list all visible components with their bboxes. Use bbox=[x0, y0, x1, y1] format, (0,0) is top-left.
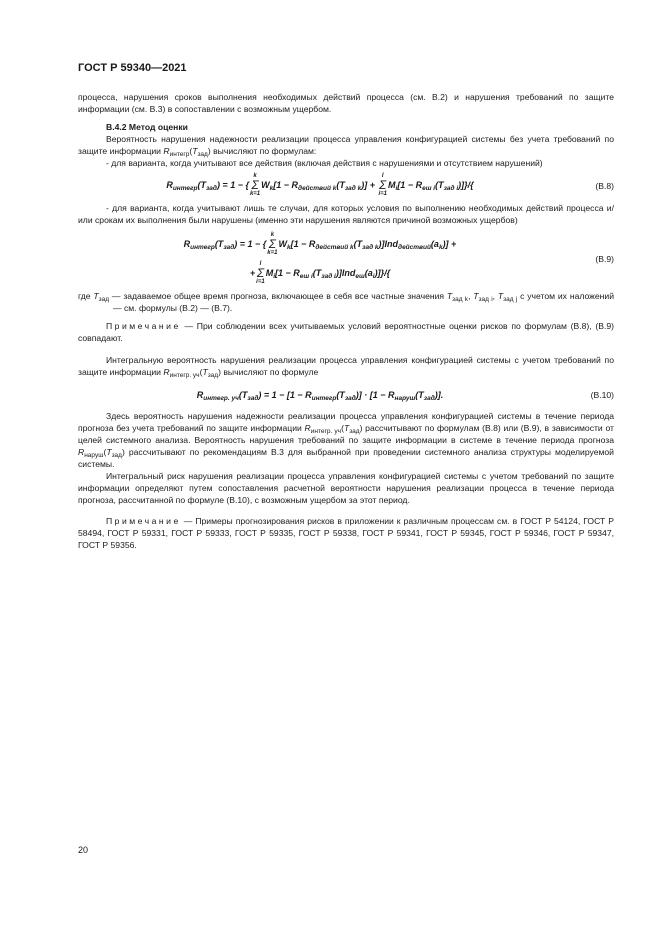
paragraph: Вероятность нарушения надежности реализации процесса управления конфигурацией системы без учета требований по защите информации $R_{интегр}(T_{зад})$ вычисляют по формулам: bbox=[78, 134, 614, 158]
formula-number: (В.9) bbox=[595, 254, 614, 264]
formula-body: $R_{интегр. уч}(T_{зад}) = 1 - [1 - R_{интегр}(T_{зад})] \cdot [1 - R_{наруш}(T_{зад})]$. bbox=[196, 390, 444, 402]
paragraph: Интегральную вероятность нарушения реализации процесса управления конфигурацией системы с учетом требований по защите информации $R_{интегр. уч}(T_{зад})$ вычисляют по формуле bbox=[78, 355, 614, 379]
formula-body: $R_{интегр}(T_{зад}) = 1 - \{k$ Σ $k=1W_k[1 - R_{действий k}(T_{зад k})]Ind_{действий}(a_k)$] + +l Σ $i=1M_i[1 - R_{еш i}(T_{зад i})]Ind_{еш}(a_i)]\}/${ bbox=[183, 232, 457, 285]
paragraph: Здесь вероятность нарушения надежности реализации процесса управления конфигурацией системы в течение периода прогноза без учета требований по защите информации $R_{интегр. уч}(T_{зад})$ рассчитывают по формулам (В.8) или (В.9), в зависимости от целей системного анализа. Вероятность нарушения требований по защите информации в системе в течение периода прогноза $R_{наруш}(T_{зад})$ рассчитывают по рекомендациям В.3 для выбранной при проведении системного анализа структуры моделируемой системы. bbox=[78, 411, 614, 469]
section-title: В.4.2 Метод оценки bbox=[106, 122, 188, 132]
paragraph: - для варианта, когда учитывают лишь те случаи, для которых условия по выполнению необходимых действий процесса и/или срокам их выполнения были нарушены (именно эти нарушения являются причиной возможных ущербов) bbox=[78, 203, 614, 225]
paragraph: процесса, нарушения сроков выполнения необходимых действий процесса (см. В.2) и нарушения требований по защите информации (см. В.3) в сопоставлении с возможным ущербом. bbox=[78, 92, 614, 114]
paragraph: Интегральный риск нарушения реализации процесса управления конфигурацией системы с учетом требований по защите информации определяют путем сопоставления расчетной вероятности нарушения реализации процесса в течение периода прогноза, рассчитанной по формуле (В.10), с возможным ущербом за этот период. bbox=[78, 471, 614, 505]
paragraph: - для варианта, когда учитывают все действия (включая действия с нарушениями и отсутствием нарушений) bbox=[106, 158, 543, 168]
document-body bbox=[78, 91, 614, 551]
formula-b10 bbox=[78, 388, 614, 402]
where-clause: где $T_{зад}$ — задаваемое общее время прогноза, включающее в себя все частные значения $T_{зад k}$, $T_{зад i}$, $T_{зад j}$ с учетом их наложений — см. формулы (В.2) — (В.7). bbox=[78, 291, 615, 313]
note: Примечание — При соблюдении всех учитываемых условий вероятностные оценки рисков по формулам (В.8), (В.9) совпадают. bbox=[78, 321, 614, 343]
formula-number: (В.10) bbox=[590, 390, 614, 400]
document-header: ГОСТ Р 59340—2021 bbox=[78, 62, 187, 74]
formula-b8 bbox=[78, 173, 614, 198]
formula-b9 bbox=[78, 232, 614, 286]
page-number: 20 bbox=[78, 845, 89, 855]
formula-number: (В.8) bbox=[595, 180, 614, 191]
formula-body: $R_{интегр}(T_{зад}) = 1 - \{k$ Σ $k=1W_k[1 - R_{действий k}(T_{зад k})] + l$ Σ $i=1M_i[1 - R_{еш i}(T_{зад i})]\}/${ bbox=[166, 173, 474, 197]
note: Примечание — Примеры прогнозирования рисков в приложении к различным процессам см. в ГОСТ Р 54124, ГОСТ Р 58494, ГОСТ Р 59331, ГОСТ Р 59333, ГОСТ Р 59335, ГОСТ Р 59338, ГОСТ Р 59341, ГОСТ Р 59345, ГОСТ Р 59346, ГОСТ Р 59347, ГОСТ Р 59356. bbox=[78, 516, 614, 550]
